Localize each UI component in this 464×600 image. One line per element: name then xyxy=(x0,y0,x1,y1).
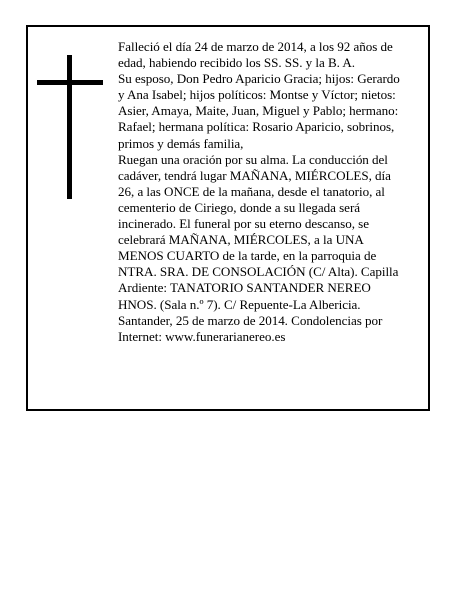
notice-line: Falleció el día 24 de marzo de 2014, a los 92 años de xyxy=(118,39,393,54)
notice-line: Santander, 25 de marzo de 2014. Condolencias por xyxy=(118,312,383,328)
notice-line: Internet: www.funerarianereo.es xyxy=(118,328,286,344)
cross-horizontal-bar xyxy=(37,80,103,85)
notice-line: NTRA. SRA. DE CONSOLACIÓN (C/ Alta). Capilla xyxy=(118,264,399,280)
notice-line: Su esposo, Don Pedro Aparicio Gracia; hijos: Gerardo xyxy=(118,71,400,87)
notice-line: primos y demás familia, xyxy=(118,135,244,151)
notice-line: Rafael; hermana política: Rosario Aparicio, sobrinos, xyxy=(118,119,395,135)
notice-line: edad, habiendo recibido los SS. SS. y la B. A. xyxy=(118,55,356,71)
notice-line: cementerio de Ciriego, donde a su llegada será xyxy=(118,199,361,215)
notice-line: 26, a las ONCE de la mañana, desde el tanatorio, al xyxy=(118,183,385,199)
obituary-notice xyxy=(26,25,430,411)
obituary-text xyxy=(118,39,420,345)
notice-line: y Ana Isabel; hijos políticos: Montse y Víctor; nietos: xyxy=(118,87,396,103)
notice-line: cadáver, tendrá lugar MAÑANA, MIÉRCOLES, día xyxy=(118,167,391,183)
notice-line: MENOS CUARTO de la tarde, en la parroquia de xyxy=(118,248,377,264)
notice-line: Ardiente: TANATORIO SANTANDER NEREO xyxy=(118,280,371,296)
notice-line: Asier, Amaya, Maite, Juan, Miguel y Pablo; hermano: xyxy=(118,103,399,119)
cross-vertical-bar xyxy=(67,55,72,199)
notice-line: HNOS. (Sala n.º 7). C/ Repuente-La Albericia. xyxy=(118,296,361,312)
notice-line: incinerado. El funeral por su eterno descanso, se xyxy=(118,216,369,232)
notice-line: Ruegan una oración por su alma. La conducción del xyxy=(118,151,388,167)
notice-line: celebrará MAÑANA, MIÉRCOLES, a la UNA xyxy=(118,232,364,248)
